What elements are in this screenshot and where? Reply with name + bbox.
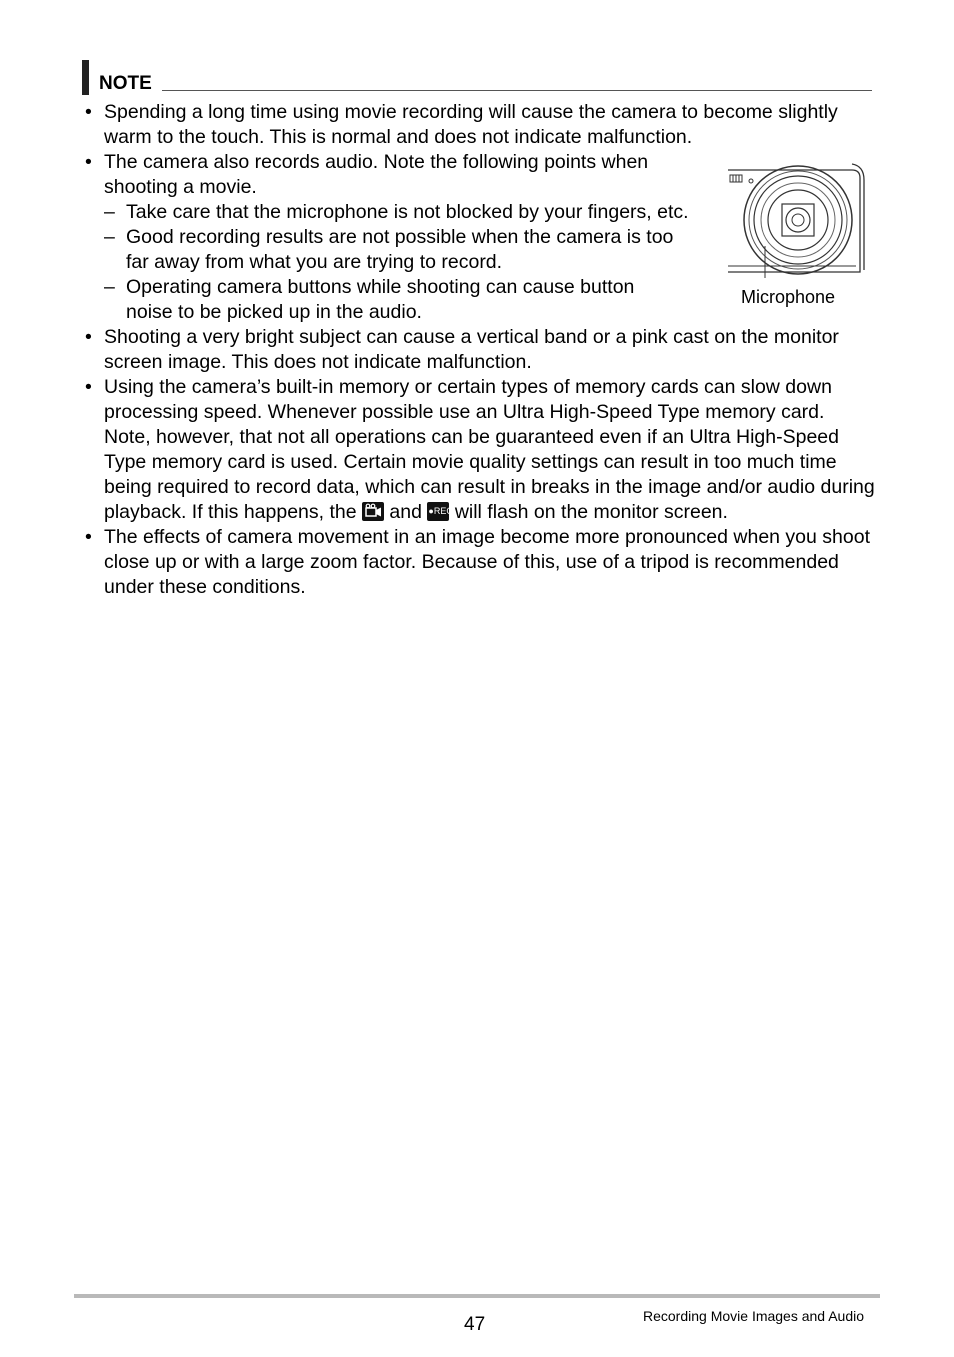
bullet-text: Shooting a very bright subject can cause a vertical band or a pink cast on the monitor screen image. This does not indicate malfunction. — [104, 326, 839, 373]
bullet-text: The effects of camera movement in an image become more pronounced when you shoot close up or with a large zoom factor. Because of this, use of a tripod is recommended under these conditions. — [104, 526, 870, 598]
movie-camera-icon — [362, 502, 384, 521]
bullet-text-part: and — [389, 501, 422, 523]
bullet-text — [104, 375, 875, 525]
sub-item-text: Operating camera buttons while shooting can cause button noise to be picked up in the audio. — [126, 276, 635, 323]
camera-front-icon — [726, 160, 868, 278]
note-heading: NOTE — [99, 73, 152, 94]
dash: – — [104, 276, 115, 298]
note-heading-rule — [162, 90, 872, 91]
bullet-text: The camera also records audio. Note the following points when shooting a movie. — [104, 151, 649, 198]
bullet-item — [85, 375, 875, 525]
rec-icon-text: ●REC — [428, 506, 453, 516]
bullet: • — [85, 101, 92, 123]
sub-item-text: Take care that the microphone is not blocked by your fingers, etc. — [126, 201, 689, 223]
bullet-item — [85, 100, 875, 150]
dash: – — [104, 226, 115, 248]
rec-icon — [427, 502, 453, 521]
sub-item-text: Good recording results are not possible when the camera is too far away from what you are trying to record. — [126, 226, 674, 273]
bullet-item — [85, 525, 875, 600]
dash: – — [104, 201, 115, 223]
bullet-text-part: will flash on the monitor screen. — [454, 501, 728, 523]
note-marker-bar — [82, 60, 89, 95]
bullet-text-part: Using the camera’s built-in memory or certain types of memory cards can slow down processing speed. Whenever possible use an Ultra High-Speed Type memory card. Note, however, that not all operations can be guaranteed even if an Ultra High-Speed Type memory card is used. Certain movie quality settings can result in too much time being required to record data, which can result in breaks in the image and/or audio during playback. If this happens, the — [104, 376, 875, 523]
page-number: 47 — [464, 1314, 486, 1335]
footer-rule — [74, 1294, 880, 1298]
bullet: • — [85, 376, 92, 398]
bullet: • — [85, 151, 92, 173]
footer-section-title: Recording Movie Images and Audio — [643, 1308, 865, 1324]
bullet-text: Spending a long time using movie recording will cause the camera to become slightly warm to the touch. This is normal and does not indicate malfunction. — [104, 101, 838, 148]
bullet: • — [85, 526, 92, 548]
bullet: • — [85, 326, 92, 348]
microphone-label: Microphone — [741, 287, 836, 307]
bullet-item — [85, 325, 875, 375]
